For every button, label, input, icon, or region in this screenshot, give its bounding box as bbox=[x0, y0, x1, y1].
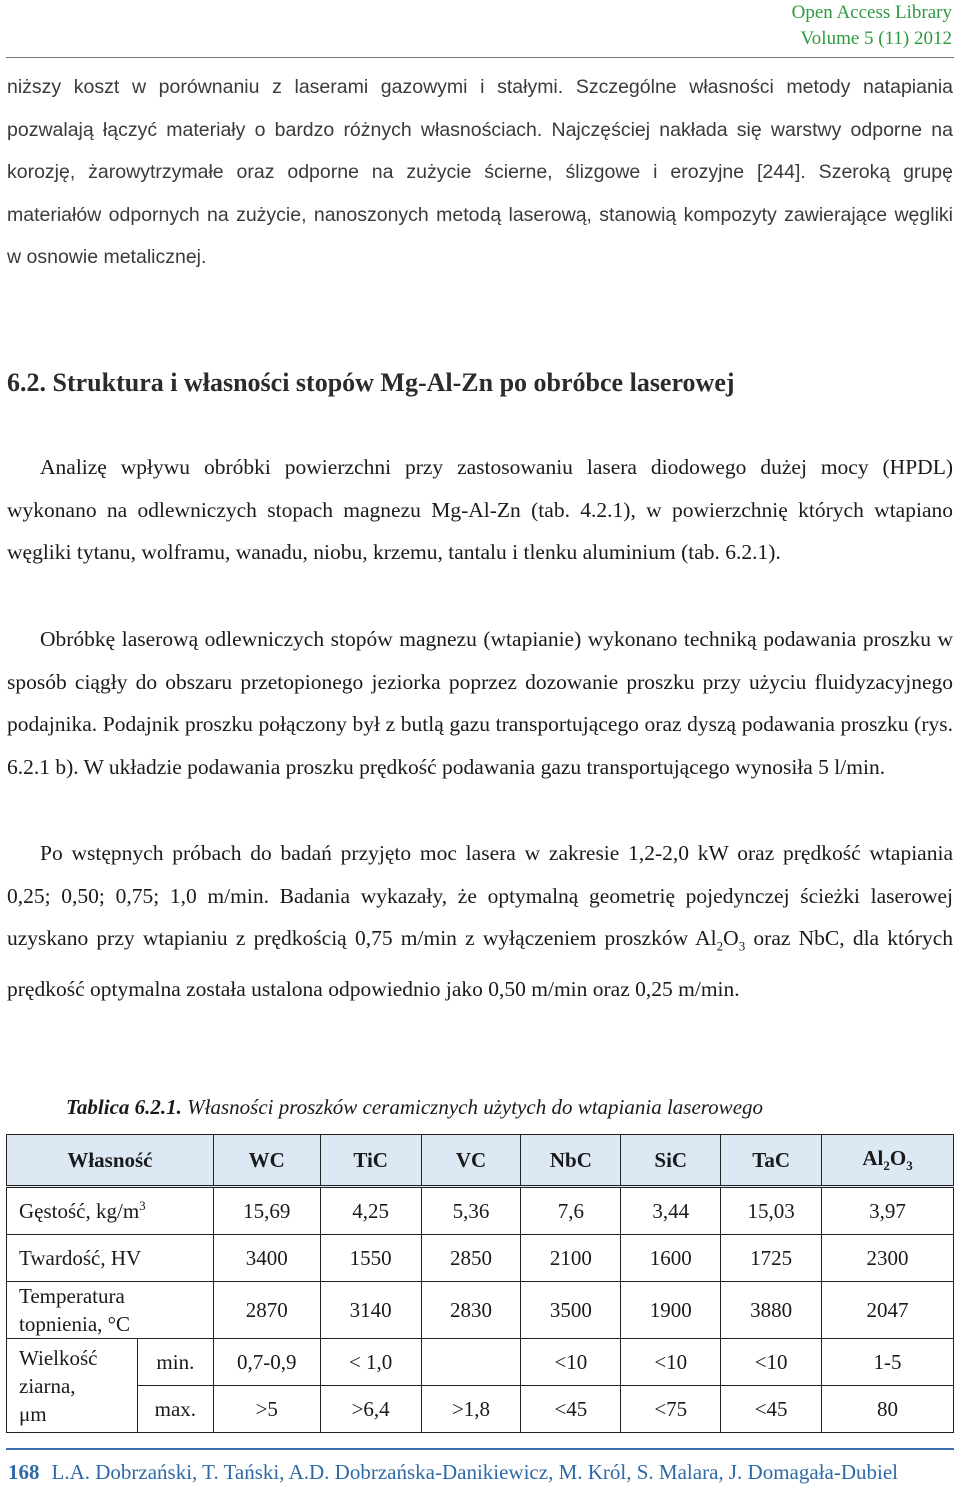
table-header-row bbox=[7, 1135, 954, 1187]
journal-volume: Volume 5 (11) 2012 bbox=[800, 28, 952, 49]
table-cell: >1,8 bbox=[421, 1386, 521, 1433]
table-row-grain-max bbox=[7, 1386, 954, 1433]
col-header-tic: TiC bbox=[320, 1135, 421, 1187]
row-label-hardness: Twardość, HV bbox=[7, 1235, 214, 1282]
intro-paragraph: niższy koszt w porównaniu z laserami gazowymi i stałymi. Szczególne własności metody natapiania pozwalają łączyć materiały o bardzo różnych własnościach. Najczęściej nakłada się warstwy odporne na korozję, żarowytrzymałe oraz odporne na zużycie ścierne, ślizgowe i erozyjne [244]. Szeroką grupę materiałów odpornych na zużycie, nanoszonych metodą laserową, stanowią kompozyty zawierające węgliki w osnowie metalicznej. bbox=[7, 76, 953, 268]
table-cell: 3,97 bbox=[822, 1187, 954, 1235]
table-cell: 0,7-0,9 bbox=[213, 1339, 320, 1386]
page-footer bbox=[8, 1460, 898, 1485]
row-sublabel-min: min. bbox=[137, 1339, 213, 1386]
row-sublabel-max: max. bbox=[137, 1386, 213, 1433]
table-cell: 1550 bbox=[320, 1235, 421, 1282]
table-cell: 3140 bbox=[320, 1282, 421, 1339]
table-row-grain-min bbox=[7, 1339, 954, 1386]
row-label-melting-point: Temperatura topnienia, °C bbox=[7, 1282, 214, 1339]
section-heading: 6.2. Struktura i własności stopów Mg-Al-Zn po obróbce laserowej bbox=[7, 368, 735, 397]
table-cell: <75 bbox=[621, 1386, 721, 1433]
body-paragraph-2: Obróbkę laserową odlewniczych stopów magnezu (wtapianie) wykonano techniką podawania proszku w sposób ciągły do obszaru przetopionego jeziorka poprzez dozowanie proszku przy użyciu fluidyzacyjnego podajnika. Podajnik proszku połączony był z butlą gazu transportującego oraz dyszą podawania proszku (rys. 6.2.1 b). W układzie podawania proszku prędkość podawania gazu transportującego wynosiła 5 l/min. bbox=[7, 627, 953, 779]
table-cell: 7,6 bbox=[521, 1187, 621, 1235]
col-header-property: Własność bbox=[7, 1135, 214, 1187]
table-cell: 1725 bbox=[721, 1235, 822, 1282]
table-cell: 3880 bbox=[721, 1282, 822, 1339]
table-cell: 1900 bbox=[621, 1282, 721, 1339]
table-cell: >6,4 bbox=[320, 1386, 421, 1433]
col-header-nbc: NbC bbox=[521, 1135, 621, 1187]
table-caption-text: Własności proszków ceramicznych użytych do wtapiania laserowego bbox=[181, 1095, 764, 1119]
table-cell: 2300 bbox=[822, 1235, 954, 1282]
table-cell: <45 bbox=[721, 1386, 822, 1433]
table-caption-label: Tablica 6.2.1. bbox=[66, 1095, 182, 1119]
body-paragraph-3: Po wstępnych próbach do badań przyjęto moc lasera w zakresie 1,2-2,0 kW oraz prędkość wtapiania 0,25; 0,50; 0,75; 1,0 m/min. Badania wykazały, że optymalną geometrię pojedynczej ścieżki laserowej uzyskano przy wtapianiu z prędkością 0,75 m/min z wyłączeniem proszków $Al_2O_3$ oraz NbC, dla których prędkość optymalna została ustalona odpowiednio jako 0,50 m/min oraz 0,25 m/min. bbox=[7, 841, 953, 1001]
table-cell: 2850 bbox=[421, 1235, 521, 1282]
table-cell: <10 bbox=[721, 1339, 822, 1386]
table-cell: 1600 bbox=[621, 1235, 721, 1282]
journal-name: Open Access Library bbox=[791, 2, 952, 23]
table-cell: 3,44 bbox=[621, 1187, 721, 1235]
table-cell: <10 bbox=[621, 1339, 721, 1386]
table-row-melting-point bbox=[7, 1282, 954, 1339]
col-header-sic: SiC bbox=[621, 1135, 721, 1187]
table-cell: 4,25 bbox=[320, 1187, 421, 1235]
table-cell: 5,36 bbox=[421, 1187, 521, 1235]
col-header-tac: TaC bbox=[721, 1135, 822, 1187]
table-cell: 15,69 bbox=[213, 1187, 320, 1235]
table-cell: 2870 bbox=[213, 1282, 320, 1339]
header-divider bbox=[6, 57, 954, 58]
powder-properties-table bbox=[6, 1134, 954, 1433]
table-cell: >5 bbox=[213, 1386, 320, 1433]
table-cell: <10 bbox=[521, 1339, 621, 1386]
table-cell: 15,03 bbox=[721, 1187, 822, 1235]
table-caption bbox=[66, 1095, 763, 1120]
table-cell: 2100 bbox=[521, 1235, 621, 1282]
col-header-wc: WC bbox=[213, 1135, 320, 1187]
table-row-density bbox=[7, 1187, 954, 1235]
footer-authors: L.A. Dobrzański, T. Tański, A.D. Dobrzańska-Danikiewicz, M. Król, S. Malara, J. Domagała-Dubiel bbox=[51, 1460, 899, 1484]
table-cell: < 1,0 bbox=[320, 1339, 421, 1386]
table-cell: <45 bbox=[521, 1386, 621, 1433]
table-cell: 2047 bbox=[822, 1282, 954, 1339]
col-header-al2o3: $Al_2O_3$ bbox=[822, 1135, 954, 1187]
journal-header bbox=[792, 0, 952, 52]
footer-divider bbox=[6, 1448, 954, 1450]
page-number: 168 bbox=[8, 1460, 40, 1484]
table-row-hardness bbox=[7, 1235, 954, 1282]
table-cell: 2830 bbox=[421, 1282, 521, 1339]
table-cell: 80 bbox=[822, 1386, 954, 1433]
row-label-grain-size: Wielkość ziarna, μm bbox=[7, 1339, 138, 1433]
table-cell bbox=[421, 1339, 521, 1386]
col-header-vc: VC bbox=[421, 1135, 521, 1187]
body-paragraph-1: Analizę wpływu obróbki powierzchni przy zastosowaniu lasera diodowego dużej mocy (HPDL) wykonano na odlewniczych stopach magnezu Mg-Al-Zn (tab. 4.2.1), w powierzchnię których wtapiano węgliki tytanu, wolframu, wanadu, niobu, krzemu, tantalu i tlenku aluminium (tab. 6.2.1). bbox=[7, 455, 953, 564]
table-cell: 3500 bbox=[521, 1282, 621, 1339]
table-cell: 3400 bbox=[213, 1235, 320, 1282]
table-cell: 1-5 bbox=[822, 1339, 954, 1386]
row-label-density: Gęstość, $kg/m^3$ bbox=[7, 1187, 214, 1235]
